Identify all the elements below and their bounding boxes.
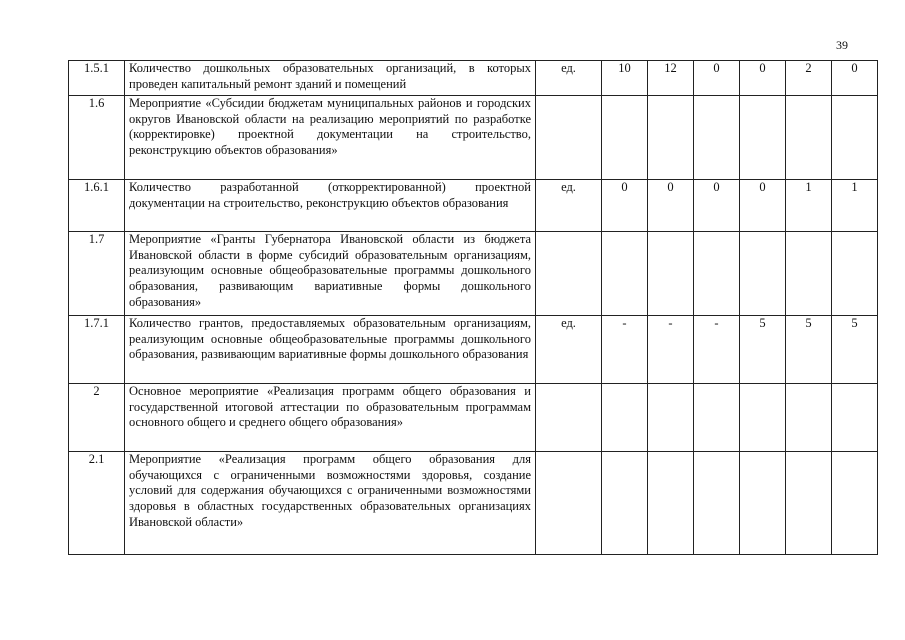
row-value: 2 [786, 61, 832, 96]
row-unit: ед. [536, 316, 602, 384]
row-number: 1.7.1 [69, 316, 125, 384]
row-value [740, 232, 786, 316]
row-value [694, 384, 740, 452]
row-value: 10 [602, 61, 648, 96]
row-number: 2 [69, 384, 125, 452]
row-value [602, 232, 648, 316]
row-value [648, 232, 694, 316]
row-value: 0 [740, 61, 786, 96]
table-row [69, 61, 878, 96]
row-value [786, 96, 832, 180]
row-value: 5 [740, 316, 786, 384]
row-value [602, 384, 648, 452]
row-name: Количество грантов, предоставляемых образовательным организациям, реализующим основные общеобразовательные программы дошкольного образования, развивающим вариативные формы дошкольного образования [125, 316, 536, 384]
row-value [648, 452, 694, 555]
row-name: Мероприятие «Субсидии бюджетам муниципальных районов и городских округов Ивановской области на реализацию мероприятий по разработке (корректировке) проектной документации на строительство, реконструкцию объектов образования» [125, 96, 536, 180]
row-value [832, 452, 878, 555]
row-value: 0 [602, 180, 648, 232]
row-value [740, 384, 786, 452]
row-value: 0 [832, 61, 878, 96]
row-name: Основное мероприятие «Реализация программ общего образования и государственной итоговой аттестации по образовательным программам основного общего и среднего общего образования» [125, 384, 536, 452]
row-value [740, 96, 786, 180]
row-value [832, 96, 878, 180]
page-number: 39 [836, 38, 848, 52]
row-unit [536, 96, 602, 180]
row-value: 5 [832, 316, 878, 384]
table-row [69, 316, 878, 384]
row-name: Мероприятие «Гранты Губернатора Ивановской области из бюджета Ивановской области в форме субсидий образовательным организациям, реализующим основные общеобразовательные программы дошкольного образования, развивающим вариативные формы дошкольного образования» [125, 232, 536, 316]
row-number: 2.1 [69, 452, 125, 555]
row-number: 1.5.1 [69, 61, 125, 96]
row-value: 1 [832, 180, 878, 232]
row-value: - [648, 316, 694, 384]
row-value [832, 384, 878, 452]
row-value [786, 232, 832, 316]
row-name: Количество разработанной (откорректированной) проектной документации на строительство, реконструкцию объектов образования [125, 180, 536, 232]
row-unit [536, 384, 602, 452]
row-value: - [602, 316, 648, 384]
row-value [786, 452, 832, 555]
row-value: 0 [648, 180, 694, 232]
row-value [648, 96, 694, 180]
row-value: 12 [648, 61, 694, 96]
row-value [832, 232, 878, 316]
row-name: Количество дошкольных образовательных организаций, в которых проведен капитальный ремонт зданий и помещений [125, 61, 536, 96]
row-number: 1.6.1 [69, 180, 125, 232]
row-value: 1 [786, 180, 832, 232]
row-unit: ед. [536, 180, 602, 232]
table-row [69, 96, 878, 180]
row-value [602, 96, 648, 180]
table-row [69, 180, 878, 232]
row-value [648, 384, 694, 452]
row-value [740, 452, 786, 555]
table-row [69, 232, 878, 316]
row-value: 0 [694, 61, 740, 96]
row-value: 0 [740, 180, 786, 232]
row-value: 0 [694, 180, 740, 232]
row-number: 1.7 [69, 232, 125, 316]
indicators-table-body [69, 61, 878, 555]
row-value [602, 452, 648, 555]
row-value [694, 96, 740, 180]
row-value: 5 [786, 316, 832, 384]
table-row [69, 384, 878, 452]
row-value: - [694, 316, 740, 384]
row-unit [536, 452, 602, 555]
row-unit [536, 232, 602, 316]
row-unit: ед. [536, 61, 602, 96]
table-row [69, 452, 878, 555]
row-number: 1.6 [69, 96, 125, 180]
row-value [694, 232, 740, 316]
row-value [694, 452, 740, 555]
row-name: Мероприятие «Реализация программ общего образования для обучающихся с ограниченными возможностями здоровья, создание условий для содержания обучающихся с ограниченными возможностями здоровья в областных государственных образовательных организациях Ивановской области» [125, 452, 536, 555]
row-value [786, 384, 832, 452]
indicators-table [68, 60, 878, 555]
